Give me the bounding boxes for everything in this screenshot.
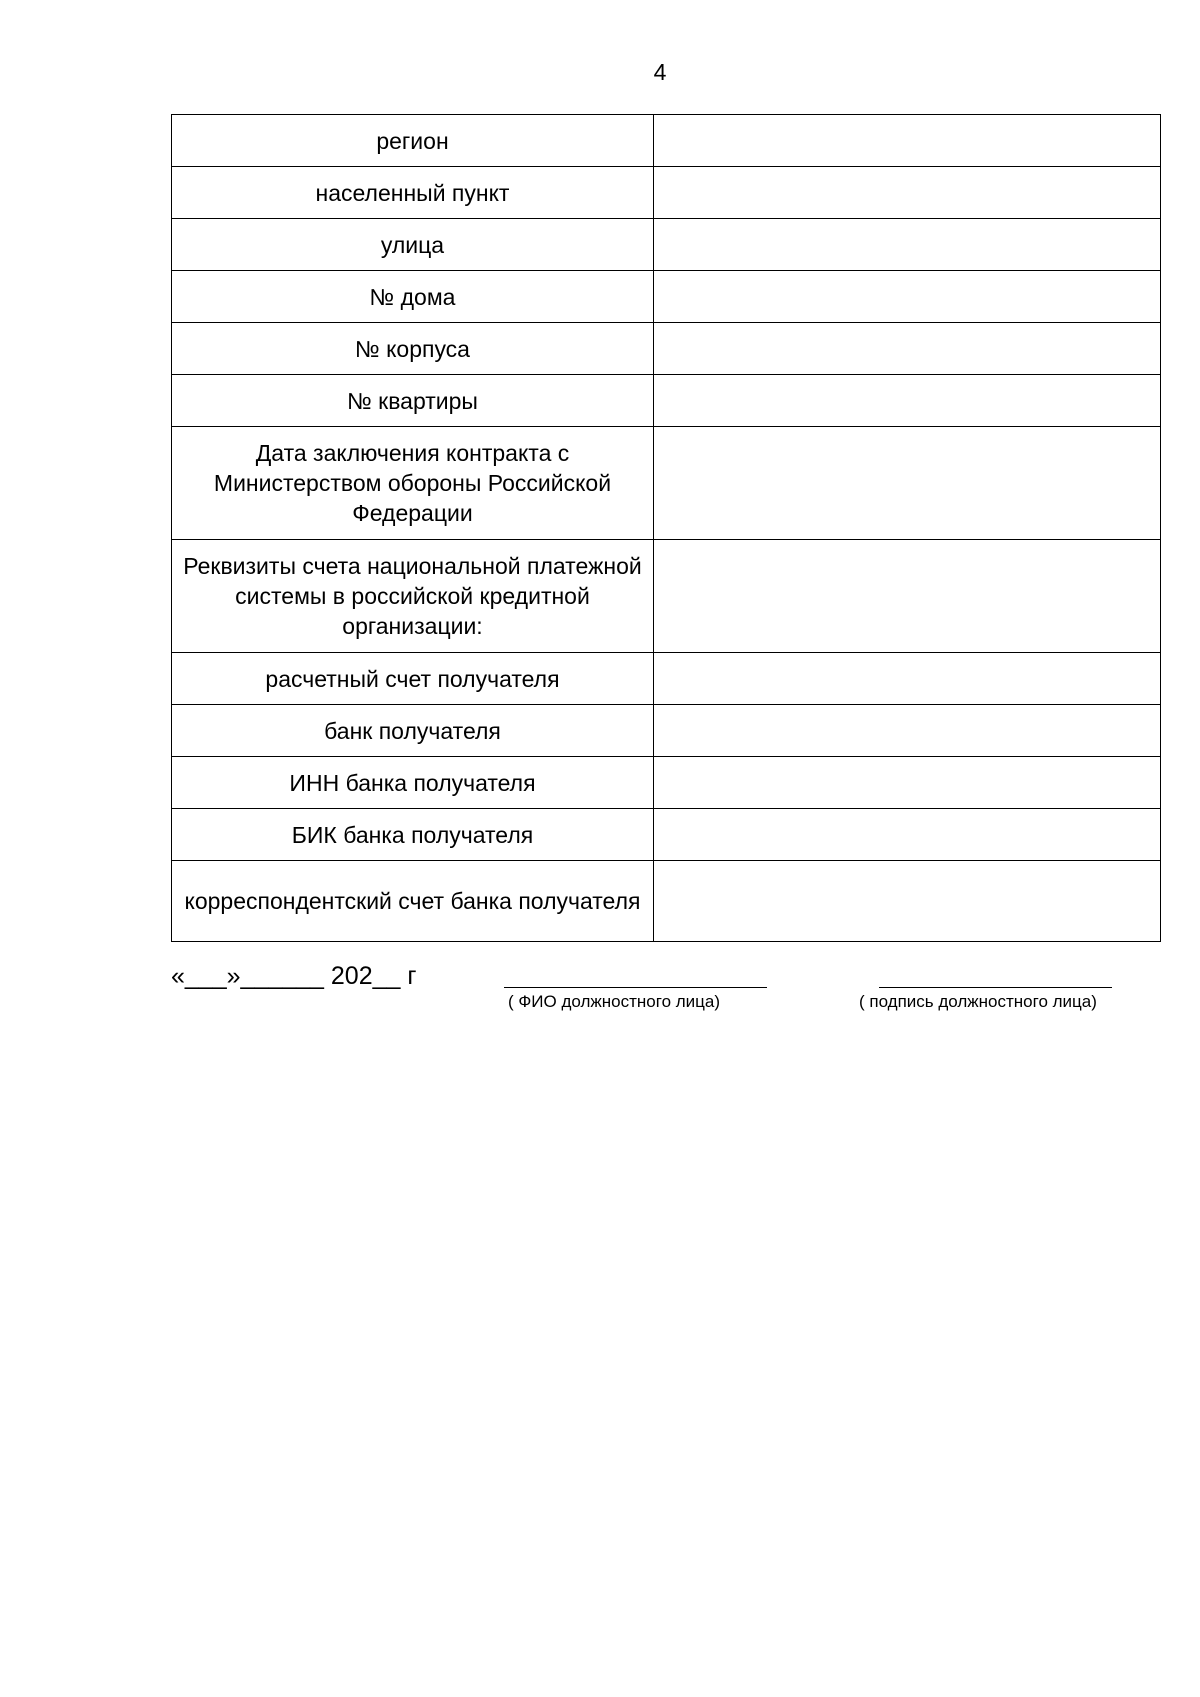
field-value-street[interactable]: [654, 219, 1161, 271]
form-table: [171, 114, 1161, 942]
field-value-settlement[interactable]: [654, 167, 1161, 219]
field-label-account-details: Реквизиты счета национальной платежной системы в российской кредитной организации:: [172, 540, 654, 653]
table-row: [172, 219, 1161, 271]
field-label-street: улица: [172, 219, 654, 271]
table-row: [172, 653, 1161, 705]
field-value-region[interactable]: [654, 115, 1161, 167]
table-row: [172, 705, 1161, 757]
field-value-recipient-bank[interactable]: [654, 705, 1161, 757]
field-value-house-number[interactable]: [654, 271, 1161, 323]
field-value-bank-inn[interactable]: [654, 757, 1161, 809]
field-label-region: регион: [172, 115, 654, 167]
table-row: [172, 809, 1161, 861]
table-row: [172, 271, 1161, 323]
page-number: 4: [653, 59, 667, 85]
fio-signature-line[interactable]: [504, 987, 767, 988]
field-label-contract-date: Дата заключения контракта с Министерством обороны Российской Федерации: [172, 427, 654, 540]
signature-block: [171, 960, 1142, 1020]
table-row: [172, 861, 1161, 942]
signature-caption: ( подпись должностного лица): [859, 992, 1097, 1011]
table-row: [172, 167, 1161, 219]
field-label-correspondent-account: корреспондентский счет банка получателя: [172, 861, 654, 942]
field-label-apartment-number: № квартиры: [172, 375, 654, 427]
field-label-bank-inn: ИНН банка получателя: [172, 757, 654, 809]
field-value-recipient-account[interactable]: [654, 653, 1161, 705]
table-row: [172, 757, 1161, 809]
table-row: [172, 323, 1161, 375]
table-row: [172, 540, 1161, 653]
date-field[interactable]: «___»______ 202__ г: [171, 962, 417, 990]
field-label-building-number: № корпуса: [172, 323, 654, 375]
field-label-house-number: № дома: [172, 271, 654, 323]
field-value-account-details[interactable]: [654, 540, 1161, 653]
field-value-apartment-number[interactable]: [654, 375, 1161, 427]
field-label-recipient-bank: банк получателя: [172, 705, 654, 757]
field-label-settlement: населенный пункт: [172, 167, 654, 219]
table-row: [172, 427, 1161, 540]
signature-line[interactable]: [879, 987, 1112, 988]
field-label-recipient-account: расчетный счет получателя: [172, 653, 654, 705]
fio-caption: ( ФИО должностного лица): [508, 992, 721, 1011]
field-value-building-number[interactable]: [654, 323, 1161, 375]
field-value-correspondent-account[interactable]: [654, 861, 1161, 942]
field-label-bank-bik: БИК банка получателя: [172, 809, 654, 861]
table-row: [172, 115, 1161, 167]
table-row: [172, 375, 1161, 427]
field-value-bank-bik[interactable]: [654, 809, 1161, 861]
field-value-contract-date[interactable]: [654, 427, 1161, 540]
